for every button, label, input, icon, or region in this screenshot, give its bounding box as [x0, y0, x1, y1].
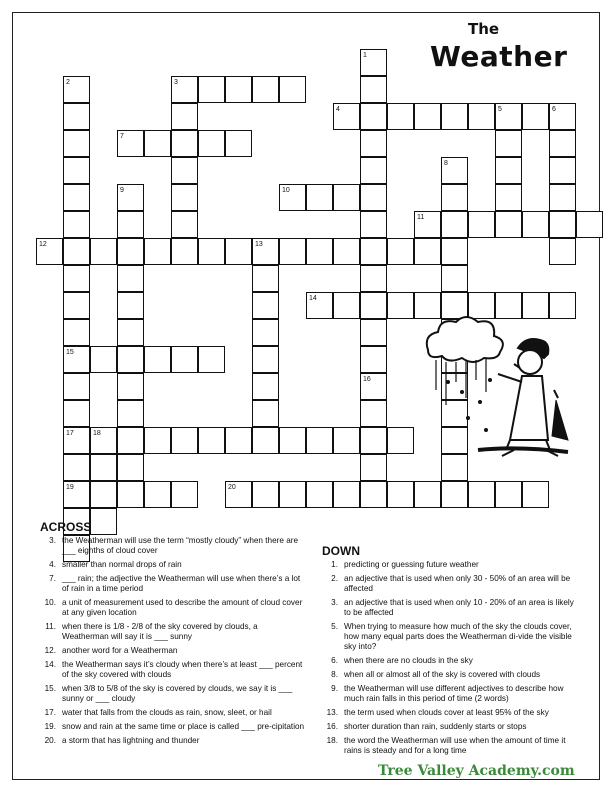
grid-cell[interactable] — [117, 427, 144, 454]
grid-cell[interactable] — [306, 292, 333, 319]
across-clue — [40, 684, 305, 704]
clue-text: an adjective that is used when only 30 - 50% of an area will be affected — [344, 574, 571, 593]
clue-number: 2. — [331, 574, 338, 583]
grid-cell[interactable] — [63, 211, 90, 238]
grid-cell[interactable] — [333, 103, 360, 130]
clue-number: 1. — [331, 560, 338, 569]
grid-cell[interactable] — [63, 346, 90, 373]
grid-cell[interactable] — [117, 481, 144, 508]
grid-cell[interactable] — [360, 130, 387, 157]
title-line2: Weather — [430, 40, 568, 73]
grid-cell[interactable] — [171, 481, 198, 508]
grid-cell[interactable] — [252, 319, 279, 346]
clue-text: when there are no clouds in the sky — [344, 656, 473, 665]
grid-cell[interactable] — [522, 211, 549, 238]
cell-number: 12 — [39, 241, 47, 248]
grid-cell[interactable] — [495, 184, 522, 211]
grid-cell[interactable] — [117, 319, 144, 346]
grid-cell[interactable] — [441, 184, 468, 211]
grid-cell[interactable] — [360, 103, 387, 130]
grid-cell[interactable] — [171, 157, 198, 184]
grid-cell[interactable] — [306, 481, 333, 508]
grid-cell[interactable] — [360, 319, 387, 346]
grid-cell[interactable] — [117, 346, 144, 373]
grid-cell[interactable] — [63, 454, 90, 481]
grid-cell[interactable] — [117, 211, 144, 238]
grid-cell[interactable] — [468, 481, 495, 508]
title-line1: The — [468, 20, 500, 38]
grid-cell[interactable] — [198, 130, 225, 157]
weatherman-illustration — [418, 310, 578, 470]
grid-cell[interactable] — [171, 211, 198, 238]
grid-cell[interactable] — [549, 103, 576, 130]
grid-cell[interactable] — [171, 76, 198, 103]
clue-number: 8. — [331, 670, 338, 679]
grid-cell[interactable] — [117, 373, 144, 400]
grid-cell[interactable] — [198, 346, 225, 373]
across-clue — [40, 660, 305, 680]
grid-cell[interactable] — [495, 481, 522, 508]
clue-number: 3. — [331, 598, 338, 607]
clue-text: the Weatherman says it’s cloudy when there’s at least ___ percent of the sky covered with clouds — [62, 660, 303, 679]
grid-cell[interactable] — [279, 76, 306, 103]
grid-cell[interactable] — [63, 427, 90, 454]
clue-number: 9. — [331, 684, 338, 693]
across-clue — [40, 560, 305, 570]
down-clue — [322, 708, 582, 718]
grid-cell[interactable] — [333, 292, 360, 319]
grid-cell[interactable] — [495, 211, 522, 238]
grid-cell[interactable] — [306, 427, 333, 454]
grid-cell[interactable] — [252, 76, 279, 103]
grid-cell[interactable] — [225, 238, 252, 265]
umbrella-icon — [552, 390, 568, 440]
grid-cell[interactable] — [252, 427, 279, 454]
grid-cell[interactable] — [522, 103, 549, 130]
clue-number: 17. — [44, 708, 56, 717]
footer-brand: Tree Valley Academy.com — [378, 763, 575, 779]
grid-cell[interactable] — [360, 76, 387, 103]
grid-cell[interactable] — [414, 238, 441, 265]
grid-cell[interactable] — [252, 265, 279, 292]
grid-cell[interactable] — [198, 238, 225, 265]
grid-cell[interactable] — [576, 211, 603, 238]
grid-cell[interactable] — [333, 238, 360, 265]
grid-cell[interactable] — [252, 400, 279, 427]
grid-cell[interactable] — [468, 103, 495, 130]
grid-cell[interactable] — [441, 157, 468, 184]
across-clue — [40, 736, 305, 746]
grid-cell[interactable] — [225, 76, 252, 103]
grid-cell[interactable] — [63, 157, 90, 184]
clue-number: 3. — [49, 536, 56, 545]
cell-number: 18 — [93, 430, 101, 437]
down-clue — [322, 736, 582, 756]
grid-cell[interactable] — [306, 184, 333, 211]
grid-cell[interactable] — [117, 184, 144, 211]
grid-cell[interactable] — [441, 481, 468, 508]
grid-cell[interactable] — [63, 481, 90, 508]
grid-cell[interactable] — [414, 211, 441, 238]
grid-cell[interactable] — [63, 184, 90, 211]
cell-number: 14 — [309, 295, 317, 302]
grid-cell[interactable] — [360, 427, 387, 454]
clue-text: the word the Weatherman will use when the amount of time it rains is steady and for a long time — [344, 736, 566, 755]
grid-cell[interactable] — [144, 481, 171, 508]
grid-cell[interactable] — [225, 130, 252, 157]
grid-cell[interactable] — [225, 427, 252, 454]
clue-text: when 3/8 to 5/8 of the sky is covered by clouds, we say it is ___ sunny or ___ cloudy — [62, 684, 293, 703]
cell-number: 5 — [498, 106, 502, 113]
across-clue — [40, 536, 305, 556]
down-clue — [322, 574, 582, 594]
grid-cell[interactable] — [387, 481, 414, 508]
grid-cell[interactable] — [360, 265, 387, 292]
grid-cell[interactable] — [117, 238, 144, 265]
cell-number: 15 — [66, 349, 74, 356]
grid-cell[interactable] — [117, 265, 144, 292]
grid-cell[interactable] — [360, 184, 387, 211]
grid-cell[interactable] — [549, 157, 576, 184]
grid-cell[interactable] — [468, 211, 495, 238]
grid-cell[interactable] — [360, 157, 387, 184]
grid-cell[interactable] — [90, 481, 117, 508]
grid-cell[interactable] — [387, 427, 414, 454]
clue-text: water that falls from the clouds as rain, snow, sleet, or hail — [62, 708, 272, 717]
grid-cell[interactable] — [495, 130, 522, 157]
grid-cell[interactable] — [144, 346, 171, 373]
grid-cell[interactable] — [306, 238, 333, 265]
grid-cell[interactable] — [171, 427, 198, 454]
grid-cell[interactable] — [63, 130, 90, 157]
grid-cell[interactable] — [387, 238, 414, 265]
grid-cell[interactable] — [549, 130, 576, 157]
clue-text: another word for a Weatherman — [62, 646, 178, 655]
grid-cell[interactable] — [252, 373, 279, 400]
cell-number: 3 — [174, 79, 178, 86]
clue-text: a unit of measurement used to describe the amount of cloud cover at any given location — [62, 598, 303, 617]
across-clue — [40, 646, 305, 656]
across-clue — [40, 574, 305, 594]
clue-number: 15. — [44, 684, 56, 693]
grid-cell[interactable] — [117, 130, 144, 157]
cell-number: 13 — [255, 241, 263, 248]
cell-number: 19 — [66, 484, 74, 491]
clue-number: 6. — [331, 656, 338, 665]
down-clues — [322, 546, 582, 760]
clue-number: 11. — [45, 622, 56, 631]
across-clue — [40, 598, 305, 618]
grid-cell[interactable] — [171, 346, 198, 373]
clue-text: when there is 1/8 - 2/8 of the sky covered by clouds, a Weatherman will say it is ___ sunny — [62, 622, 258, 641]
across-clue — [40, 722, 305, 732]
grid-cell[interactable] — [441, 265, 468, 292]
grid-cell[interactable] — [333, 427, 360, 454]
grid-cell[interactable] — [144, 238, 171, 265]
grid-cell[interactable] — [144, 427, 171, 454]
grid-cell[interactable] — [495, 157, 522, 184]
clue-number: 5. — [331, 622, 338, 631]
cell-number: 9 — [120, 187, 124, 194]
grid-cell[interactable] — [63, 373, 90, 400]
cell-number: 11 — [417, 214, 425, 221]
grid-cell[interactable] — [36, 238, 63, 265]
clue-text: snow and rain at the same time or place is called ___ pre-cipitation — [62, 722, 305, 731]
grid-cell[interactable] — [63, 319, 90, 346]
grid-cell[interactable] — [333, 184, 360, 211]
grid-cell[interactable] — [171, 130, 198, 157]
grid-cell[interactable] — [252, 238, 279, 265]
clue-number: 13. — [326, 708, 338, 717]
down-clue — [322, 622, 582, 652]
grid-cell[interactable] — [414, 103, 441, 130]
across-clues — [40, 522, 305, 750]
cell-number: 20 — [228, 484, 236, 491]
clue-text: the Weatherman will use different adjectives to describe how much rain falls in this period of time (2 words) — [344, 684, 564, 703]
down-clue — [322, 684, 582, 704]
cloud-icon — [427, 317, 503, 362]
grid-cell[interactable] — [279, 238, 306, 265]
grid-cell[interactable] — [333, 481, 360, 508]
grid-cell[interactable] — [252, 292, 279, 319]
grid-cell[interactable] — [171, 238, 198, 265]
clue-text: the term used when clouds cover at least 95% of the sky — [344, 708, 549, 717]
grid-cell[interactable] — [522, 481, 549, 508]
grid-cell[interactable] — [144, 130, 171, 157]
grid-cell[interactable] — [549, 184, 576, 211]
grid-cell[interactable] — [279, 427, 306, 454]
cell-number: 4 — [336, 106, 340, 113]
grid-cell[interactable] — [414, 481, 441, 508]
down-clue — [322, 598, 582, 618]
grid-cell[interactable] — [360, 481, 387, 508]
grid-cell[interactable] — [549, 211, 576, 238]
clue-text: an adjective that is used when only 10 - 20% of an area is likely to be affected — [344, 598, 574, 617]
grid-cell[interactable] — [279, 184, 306, 211]
grid-cell[interactable] — [441, 238, 468, 265]
clue-number: 4. — [49, 560, 56, 569]
clue-number: 19. — [44, 722, 56, 731]
cell-number: 16 — [363, 376, 371, 383]
grid-cell[interactable] — [171, 184, 198, 211]
grid-cell[interactable] — [360, 292, 387, 319]
cell-number: 1 — [363, 52, 367, 59]
grid-cell[interactable] — [360, 400, 387, 427]
grid-cell[interactable] — [252, 346, 279, 373]
across-clue — [40, 708, 305, 718]
cell-number: 6 — [552, 106, 556, 113]
cell-number: 7 — [120, 133, 124, 140]
grid-cell[interactable] — [549, 238, 576, 265]
cell-number: 2 — [66, 79, 70, 86]
grid-cell[interactable] — [279, 481, 306, 508]
clue-text: a storm that has lightning and thunder — [62, 736, 200, 745]
cell-number: 8 — [444, 160, 448, 167]
weatherman-figure — [498, 339, 558, 456]
grid-cell[interactable] — [63, 76, 90, 103]
down-clue — [322, 670, 582, 680]
grid-cell[interactable] — [387, 292, 414, 319]
grid-cell[interactable] — [198, 76, 225, 103]
clue-number: 7. — [49, 574, 56, 583]
grid-cell[interactable] — [360, 49, 387, 76]
cell-number: 17 — [66, 430, 74, 437]
clue-number: 20. — [44, 736, 56, 745]
grid-cell[interactable] — [90, 346, 117, 373]
cell-number: 10 — [282, 187, 290, 194]
clue-text: the Weatherman will use the term “mostly cloudy” when there are ___ eighths of cloud cover — [62, 536, 299, 555]
clue-text: predicting or guessing future weather — [344, 560, 479, 569]
grid-cell[interactable] — [90, 454, 117, 481]
grid-cell[interactable] — [360, 373, 387, 400]
down-heading: DOWN — [322, 544, 360, 558]
across-clue — [40, 622, 305, 642]
grid-cell[interactable] — [117, 400, 144, 427]
grid-cell[interactable] — [63, 265, 90, 292]
down-clue — [322, 722, 582, 732]
grid-cell[interactable] — [225, 481, 252, 508]
clue-number: 16. — [326, 722, 338, 731]
grid-cell[interactable] — [63, 400, 90, 427]
grid-cell[interactable] — [198, 427, 225, 454]
clue-text: ___ rain; the adjective the Weatherman will use when there’s a lot of rain in a time period — [62, 574, 301, 593]
grid-cell[interactable] — [63, 103, 90, 130]
across-heading: ACROSS — [40, 520, 92, 534]
grid-cell[interactable] — [360, 238, 387, 265]
grid-cell[interactable] — [63, 238, 90, 265]
grid-cell[interactable] — [117, 292, 144, 319]
down-clue — [322, 656, 582, 666]
grid-cell[interactable] — [90, 238, 117, 265]
grid-cell[interactable] — [171, 103, 198, 130]
grid-cell[interactable] — [252, 481, 279, 508]
grid-cell[interactable] — [387, 103, 414, 130]
grid-cell[interactable] — [495, 103, 522, 130]
clue-text: When trying to measure how much of the sky the clouds cover, how many equal parts does the Weatherman di-vide the visible sky into? — [344, 622, 572, 651]
clue-number: 14. — [44, 660, 56, 669]
down-clue — [322, 560, 582, 570]
grid-cell[interactable] — [63, 292, 90, 319]
grid-cell[interactable] — [360, 211, 387, 238]
grid-cell[interactable] — [360, 454, 387, 481]
clue-number: 18. — [326, 736, 338, 745]
grid-cell[interactable] — [441, 211, 468, 238]
grid-cell[interactable] — [90, 427, 117, 454]
grid-cell[interactable] — [441, 103, 468, 130]
grid-cell[interactable] — [360, 346, 387, 373]
clue-text: smaller than normal drops of rain — [62, 560, 182, 569]
grid-cell[interactable] — [117, 454, 144, 481]
clue-text: shorter duration than rain, suddenly starts or stops — [344, 722, 527, 731]
clue-number: 12. — [44, 646, 56, 655]
clue-number: 10. — [44, 598, 56, 607]
clue-text: when all or almost all of the sky is covered with clouds — [344, 670, 541, 679]
